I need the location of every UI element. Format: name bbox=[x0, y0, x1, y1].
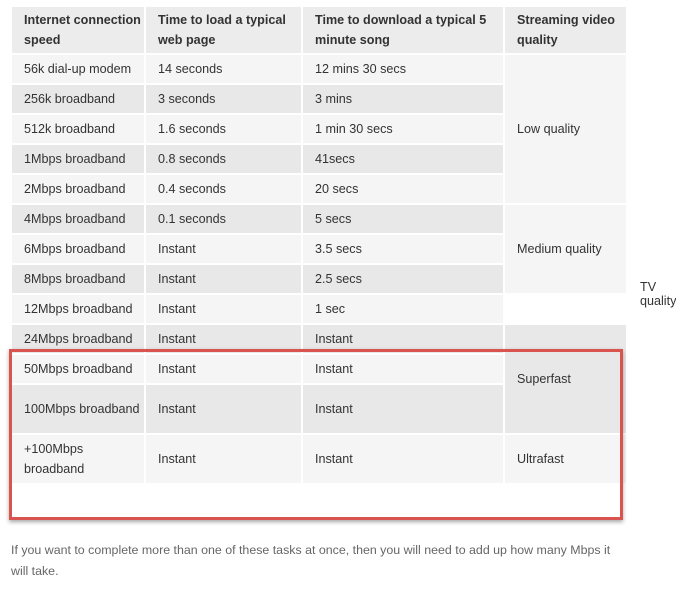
cell-song-time: 2.5 secs bbox=[302, 264, 504, 294]
cell-song-time: 5 secs bbox=[302, 204, 504, 234]
cell-song-time: 3.5 secs bbox=[302, 234, 504, 264]
cell-speed: 256k broadband bbox=[11, 84, 145, 114]
cell-page-time: 14 seconds bbox=[145, 54, 302, 84]
cell-speed: 1Mbps broadband bbox=[11, 144, 145, 174]
cell-speed: 8Mbps broadband bbox=[11, 264, 145, 294]
cell-song-time: 20 secs bbox=[302, 174, 504, 204]
table-row bbox=[11, 204, 627, 234]
cell-page-time: 3 seconds bbox=[145, 84, 302, 114]
cell-speed: +100Mbps broadband bbox=[11, 434, 145, 484]
header-connection-speed: Internet connection speed bbox=[11, 6, 145, 54]
cell-speed: 100Mbps broadband bbox=[11, 384, 145, 434]
cell-song-time: Instant bbox=[302, 384, 504, 434]
cell-song-time: 1 sec bbox=[302, 294, 504, 324]
cell-page-time: Instant bbox=[145, 324, 302, 354]
cell-page-time: 0.4 seconds bbox=[145, 174, 302, 204]
cell-speed: 6Mbps broadband bbox=[11, 234, 145, 264]
cell-speed: 56k dial-up modem bbox=[11, 54, 145, 84]
cell-quality-ultrafast: Ultrafast bbox=[504, 434, 627, 484]
cell-page-time: Instant bbox=[145, 384, 302, 434]
cell-quality-superfast: Superfast bbox=[504, 324, 627, 434]
table-row bbox=[11, 294, 627, 324]
cell-page-time: 0.1 seconds bbox=[145, 204, 302, 234]
cell-quality-low: Low quality bbox=[504, 54, 627, 204]
header-streaming-quality: Streaming video quality bbox=[504, 6, 627, 54]
header-page-load-time: Time to load a typical web page bbox=[145, 6, 302, 54]
cell-speed: 512k broadband bbox=[11, 114, 145, 144]
cell-song-time: Instant bbox=[302, 324, 504, 354]
cell-page-time: Instant bbox=[145, 434, 302, 484]
cell-speed: 50Mbps broadband bbox=[11, 354, 145, 384]
cell-song-time: 1 min 30 secs bbox=[302, 114, 504, 144]
cell-page-time: 1.6 seconds bbox=[145, 114, 302, 144]
cell-speed: 4Mbps broadband bbox=[11, 204, 145, 234]
cell-page-time: Instant bbox=[145, 354, 302, 384]
table-header-row bbox=[11, 6, 627, 54]
cell-page-time: Instant bbox=[145, 294, 302, 324]
cell-song-time: 41secs bbox=[302, 144, 504, 174]
table-row bbox=[11, 54, 627, 84]
cell-song-time: Instant bbox=[302, 434, 504, 484]
cell-page-time: 0.8 seconds bbox=[145, 144, 302, 174]
speed-comparison-table bbox=[10, 5, 676, 485]
header-song-download-time: Time to download a typical 5 minute song bbox=[302, 6, 504, 54]
cell-song-time: 3 mins bbox=[302, 84, 504, 114]
footnote-text: If you want to complete more than one of these tasks at once, then you will need to add up how many Mbps it will take. bbox=[11, 543, 611, 578]
cell-speed: 24Mbps broadband bbox=[11, 324, 145, 354]
cell-speed: 12Mbps broadband bbox=[11, 294, 145, 324]
table-row bbox=[11, 324, 627, 354]
table-row: 8Mbps broadband Instant 2.5 secs TV quality bbox=[11, 264, 627, 294]
cell-song-time: 12 mins 30 secs bbox=[302, 54, 504, 84]
cell-speed: 2Mbps broadband bbox=[11, 174, 145, 204]
cell-page-time: Instant bbox=[145, 264, 302, 294]
cell-quality-medium: Medium quality bbox=[504, 204, 627, 294]
table-row bbox=[11, 434, 627, 484]
cell-page-time: Instant bbox=[145, 234, 302, 264]
cell-song-time: Instant bbox=[302, 354, 504, 384]
